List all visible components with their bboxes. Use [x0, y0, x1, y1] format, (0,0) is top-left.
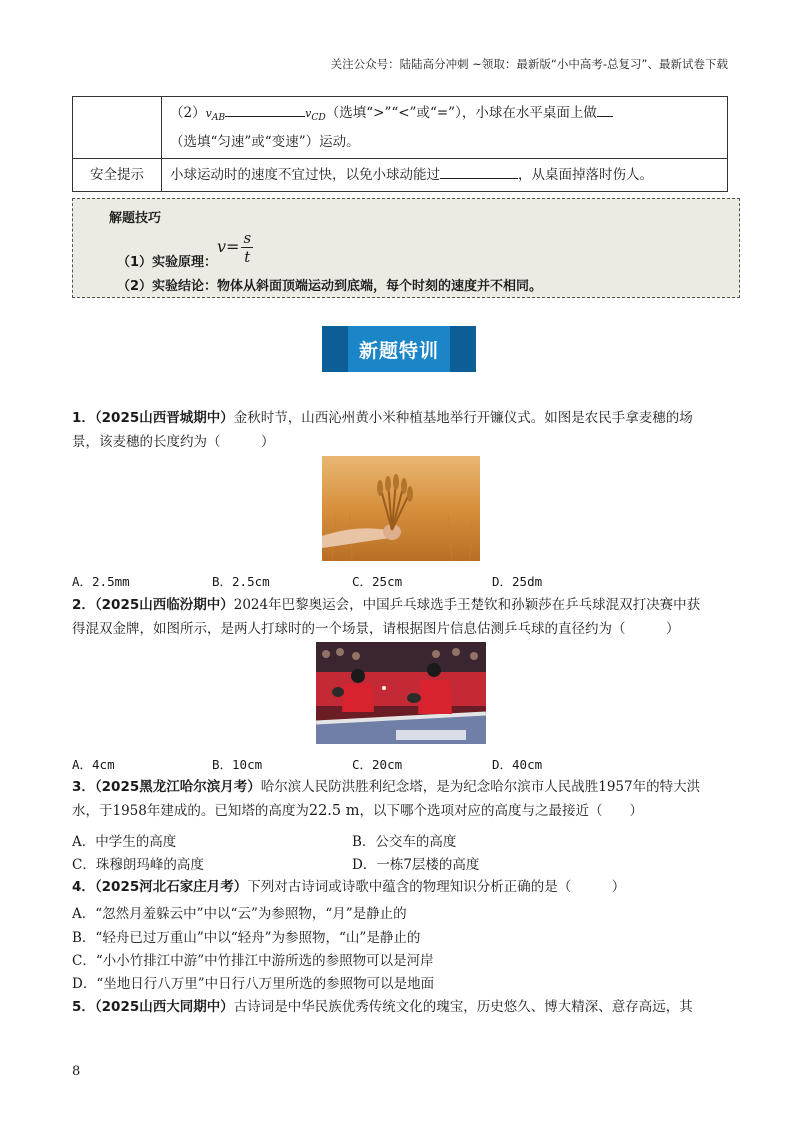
section-banner — [322, 326, 476, 372]
wheat-photo — [322, 456, 480, 561]
q3-option-b[interactable]: B．公交车的高度 — [352, 834, 457, 850]
q4-option-c[interactable]: C．“小小竹排江中游”中竹排江中游所选的参照物可以是河岸 — [72, 953, 434, 969]
row2-content-cell: 小球运动时的速度不宜过快，以免小球动能过 ，从桌面掉落时伤人。 — [162, 159, 728, 192]
question-1: 1．（2025山西晋城期中）金秋时节，山西沁州黄小米种植基地举行开镰仪式。如图是农民手拿麦穗的场 景，该麦穗的长度约为（ ） — [72, 410, 693, 450]
question-4: 4．（2025河北石家庄月考）下列对古诗词或诗歌中蕴含的物理知识分析正确的是（ ） — [72, 879, 626, 895]
q4-option-b[interactable]: B．“轻舟已过万重山”中以“轻舟”为参照物，“山”是静止的 — [72, 930, 421, 946]
q1-option-c[interactable]: C．25cm — [352, 574, 403, 589]
q1-option-b[interactable]: B．2.5cm — [212, 574, 270, 589]
blank-3[interactable] — [440, 164, 518, 179]
q3-option-d[interactable]: D．一栋7层楼的高度 — [352, 857, 480, 873]
table-tennis-photo — [316, 642, 486, 744]
tower-height: 22.5 m — [308, 803, 360, 819]
row1-label-cell — [73, 97, 162, 159]
q2-option-c[interactable]: C．20cm — [352, 757, 403, 772]
q3-option-c[interactable]: C．珠穆朗玛峰的高度 — [72, 857, 204, 873]
v-cd-symbol: $v_{CD}$ — [305, 107, 326, 124]
page-number: 8 — [72, 1064, 81, 1079]
v-ab-symbol: $v_{AB}$ — [205, 107, 226, 124]
blank-2[interactable] — [597, 102, 613, 117]
q4-option-a[interactable]: A．“忽然月羞躲云中”中以“云”为参照物，“月”是静止的 — [72, 906, 407, 922]
velocity-formula: v= $\frac{s}{t}$ — [217, 229, 252, 266]
q1-option-a[interactable]: A．2.5mm — [72, 574, 130, 589]
tips-item-2: （2）实验结论：物体从斜面顶端运动到底端，每个时刻的速度并不相同。 — [117, 279, 543, 294]
q1-option-d[interactable]: D．25dm — [492, 574, 543, 589]
row2-label-cell: 安全提示 — [73, 159, 162, 192]
blank-1[interactable] — [225, 102, 305, 117]
q2-option-d[interactable]: D．40cm — [492, 757, 543, 772]
tips-title: 解题技巧 — [109, 211, 162, 226]
question-3: 3．（2025黑龙江哈尔滨月考）哈尔滨人民防洪胜利纪念塔，是为纪念哈尔滨市人民战胜1957年的特大洪 水，于1958年建成的。已知塔的高度为22.5 m，以下哪个选项对应的高度与之最接近（ ） — [72, 779, 701, 819]
question-2: 2．（2025山西临汾期中）2024年巴黎奥运会，中国乒乓球选手王楚钦和孙颖莎在乒乓球混双打决赛中获 得混双金牌，如图所示，是两人打球时的一个场景，请根据图片信息估测乒乓球的直径约为（ ） — [72, 597, 701, 637]
table-row — [73, 159, 728, 192]
tips-box — [72, 198, 740, 298]
q3-option-a[interactable]: A．中学生的高度 — [72, 834, 177, 850]
row1-content-cell: $(2)v_{AB}$ $v_{CD}$（选填“>”“<”或“=”），小球在水平桌面上做 （选填“匀速”或“变速”）运动。 — [162, 97, 728, 159]
banner-title: 新题特训 — [358, 340, 439, 362]
q2-option-b[interactable]: B．10cm — [212, 757, 263, 772]
q2-option-a[interactable]: A．4cm — [72, 757, 115, 772]
table-row — [73, 97, 728, 159]
experiment-table — [72, 96, 728, 192]
q4-option-d[interactable]: D．“坐地日行八万里”中日行八万里所选的参照物可以是地面 — [72, 976, 435, 992]
page-header: 关注公众号：陆陆高分冲刺 ~领取：最新版“小中高考-总复习”、最新试卷下载 — [330, 57, 728, 71]
question-5: 5．（2025山西大同期中）古诗词是中华民族优秀传统文化的瑰宝，历史悠久、博大精深、意存高远，其 — [72, 999, 693, 1015]
tips-item-1: （1）实验原理： — [117, 255, 218, 270]
